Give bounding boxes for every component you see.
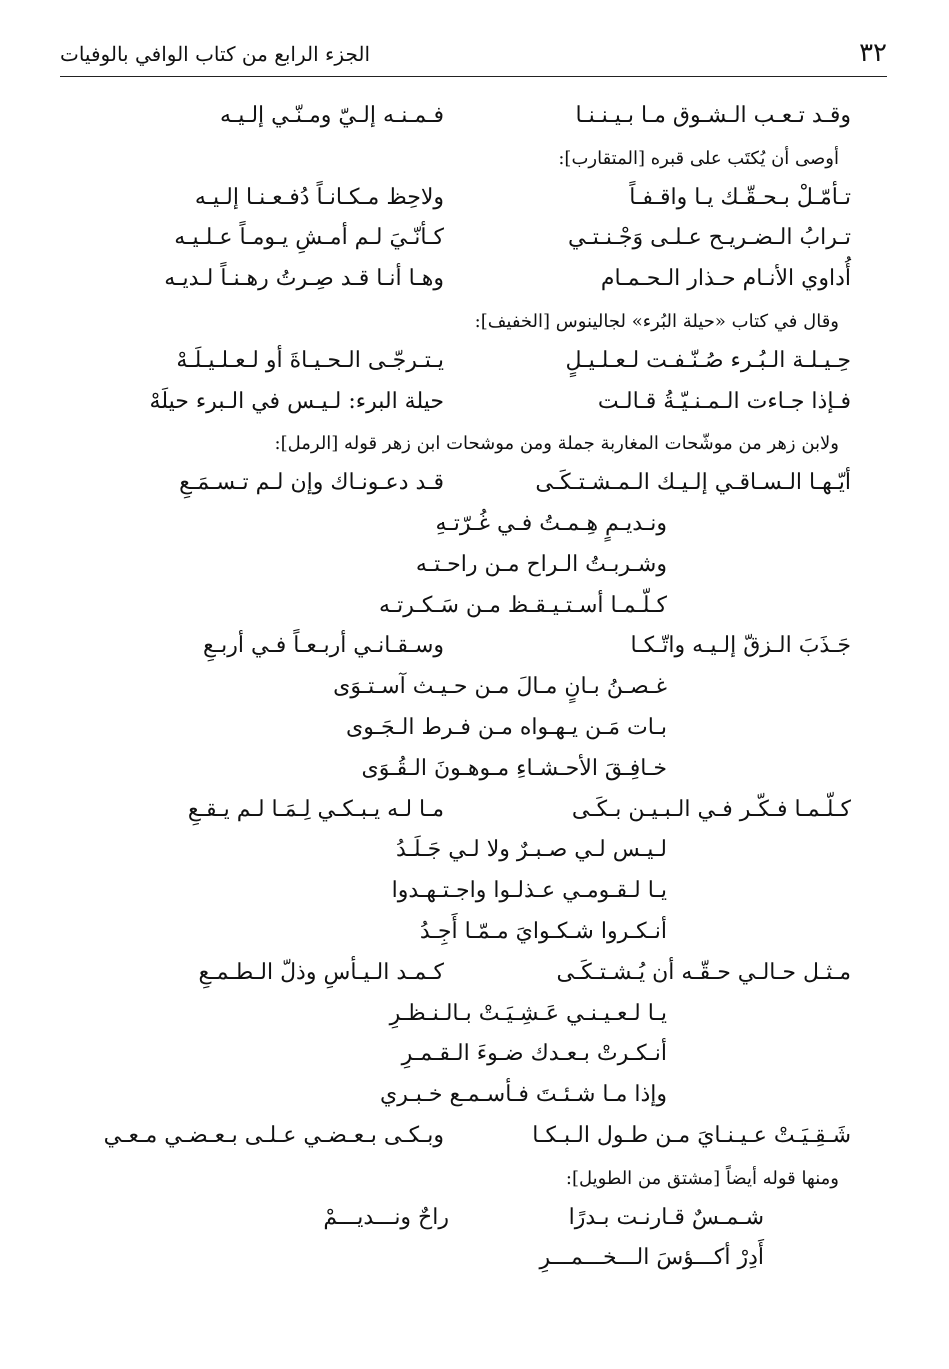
second-hemistich: مـا لـه يـبـكـي لِـمَـا لـم يـقـعِ <box>187 797 444 822</box>
first-hemistich: أَدِرْ أكـــؤسَ الـــخـــمـــرِ <box>539 1245 764 1270</box>
first-hemistich: تـأمّـلْ بـحـقّـك يـا واقـفـاً <box>629 185 851 210</box>
first-hemistich: فـإذا جـاءت الـمـنـيّـةُ قـالـت <box>597 389 851 414</box>
second-hemistich: حيلة البرء: لـيـس في الـبرء حيلَهْ <box>149 389 444 414</box>
first-hemistich: أُداوي الأنـام حـذار الـحـمـام <box>600 266 851 291</box>
prose-text: ومنها قوله أيضاً [مشتق من الطويل]: <box>565 1168 839 1189</box>
first-hemistich: شَـقِـيَـتْ عـيـنـايَ مـن طـول الـبـكـا <box>532 1123 851 1148</box>
indented-verse-text: أنـكـرتْ بـعـدك ضـوءَ الـقـمـرِ <box>401 1041 667 1066</box>
indented-verse-text: ونـديـمٍ هِـمـتُ فـي غُـرّتـهِ <box>435 511 667 536</box>
first-hemistich: أيّـهـا الـسـاقـي إلـيـك الـمـشـتـكَـى <box>535 470 851 495</box>
page-number: ٣٢ <box>859 38 887 68</box>
indented-verse <box>0 1001 949 1041</box>
indented-verse-text: خـافِـقَ الأحـشـاءِ مـوهـونَ الـقُـوَى <box>361 756 667 781</box>
second-hemistich: قـد دعـونـاك وإن لـم تـسـمَـعِ <box>179 470 444 495</box>
first-hemistich: حِـيـلـة الـبُـرء صُـنّـفـت لـعـلـيـلٍ <box>565 348 851 373</box>
second-hemistich: يـتـرجّـى الـحـيـاةَ أو لـعـلـيـلَـهْ <box>176 348 444 373</box>
indented-verse <box>0 715 949 755</box>
indented-verse-text: يـا لـقـومـي عـذلـوا واجـتـهـدوا <box>391 878 667 903</box>
indented-verse <box>0 552 949 592</box>
second-hemistich: راحٌ ونـــديـــمْ <box>323 1205 449 1230</box>
prose-line <box>0 1164 949 1204</box>
first-hemistich: كـلّـمـا فـكّـر فـي الـبـيـن بـكَـى <box>571 797 851 822</box>
verse-line <box>0 960 949 1000</box>
second-hemistich: وبـكـى بـعـضـي عـلـى بـعـضـي مـعـي <box>103 1123 444 1148</box>
verse-line <box>0 797 949 837</box>
first-hemistich: شـمـسٌ قـارنـت بـدرًا <box>568 1205 764 1230</box>
indented-verse <box>0 878 949 918</box>
verse-line <box>0 225 949 265</box>
indented-verse <box>0 593 949 633</box>
indented-verse <box>0 756 949 796</box>
page-header <box>60 30 887 77</box>
verse-line <box>0 348 949 388</box>
prose-line <box>0 144 949 184</box>
running-title: الجزء الرابع من كتاب الوافي بالوفيات <box>60 42 371 66</box>
second-hemistich: وهـا أنـا قـد صِـرتُ رهـنـاً لـديـه <box>164 266 444 291</box>
second-hemistich: وسـقـانـي أربـعـاً فـي أربـعِ <box>202 633 444 658</box>
verse-line <box>0 633 949 673</box>
prose-text: أوصى أن يُكتَب على قبره [المتقارب]: <box>558 148 839 169</box>
indented-verse <box>0 674 949 714</box>
indented-verse <box>0 837 949 877</box>
indented-verse-text: وإذا مـا شـئـتَ فـأسـمـع خـبـري <box>379 1082 667 1107</box>
indented-verse <box>0 1041 949 1081</box>
verse-line <box>0 1123 949 1163</box>
centered-verse <box>0 1205 949 1245</box>
indented-verse-text: غـصـنُ بـانٍ مـالَ مـن حـيـث آسـتـوَى <box>333 674 667 699</box>
first-hemistich: وقـد تـعـب الـشـوق مـا بـيـنـنـا <box>575 103 851 128</box>
prose-line <box>0 429 949 469</box>
indented-verse-text: كـلّـمـا أسـتـيـقـظ مـن سَـكـرتـه <box>378 593 667 618</box>
first-hemistich: مـثـل حـالـي حـقّـه أن يُـشـتـكَـى <box>556 960 851 985</box>
second-hemistich: كـأنّـيَ لـم أمـشِ يـومـاً عـلـيـه <box>174 225 444 250</box>
prose-line <box>0 307 949 347</box>
prose-text: ولابن زهر من موشّحات المغاربة جملة ومن موشحات ابن زهر قوله [الرمل]: <box>274 433 839 454</box>
verse-line <box>0 389 949 429</box>
indented-verse-text: لـيـس لـي صـبـرٌ ولا لـي جَـلَـدُ <box>395 837 667 862</box>
second-hemistich: كـمـد الـيـأسِ وذلّ الـطـمـعِ <box>198 960 444 985</box>
verse-line <box>0 103 949 143</box>
indented-verse-text: يـا لـعـيـنـي عَـشِـيَـتْ بـالـنـظـرِ <box>389 1001 667 1026</box>
first-hemistich: تـرابُ الـضـريـح عـلـى وَجْـنـتـي <box>567 225 851 250</box>
verse-line <box>0 266 949 306</box>
centered-verse <box>0 1245 949 1285</box>
indented-verse-text: بـات مَـن يـهـواه مـن فـرط الـجَـوى <box>346 715 667 740</box>
verse-line <box>0 470 949 510</box>
indented-verse <box>0 1082 949 1122</box>
first-hemistich: جَـذَبَ الـزقّ إلـيـه واتّـكـا <box>630 633 851 658</box>
second-hemistich: فـمـنـه إلـيّ ومـنّـي إلـيـه <box>220 103 444 128</box>
indented-verse-text: أنـكـروا شـكـوايَ مـمّـا أَجِـدُ <box>419 919 667 944</box>
verse-line <box>0 185 949 225</box>
indented-verse <box>0 919 949 959</box>
prose-text: وقال في كتاب «حيلة البُرء» لجالينوس [الخفيف]: <box>474 311 839 332</box>
second-hemistich: ولاحِظ مـكـانـاً دُفـعـنـا إلـيـه <box>194 185 444 210</box>
indented-verse <box>0 511 949 551</box>
indented-verse-text: وشـربـتُ الـراح مـن راحـتـه <box>415 552 667 577</box>
